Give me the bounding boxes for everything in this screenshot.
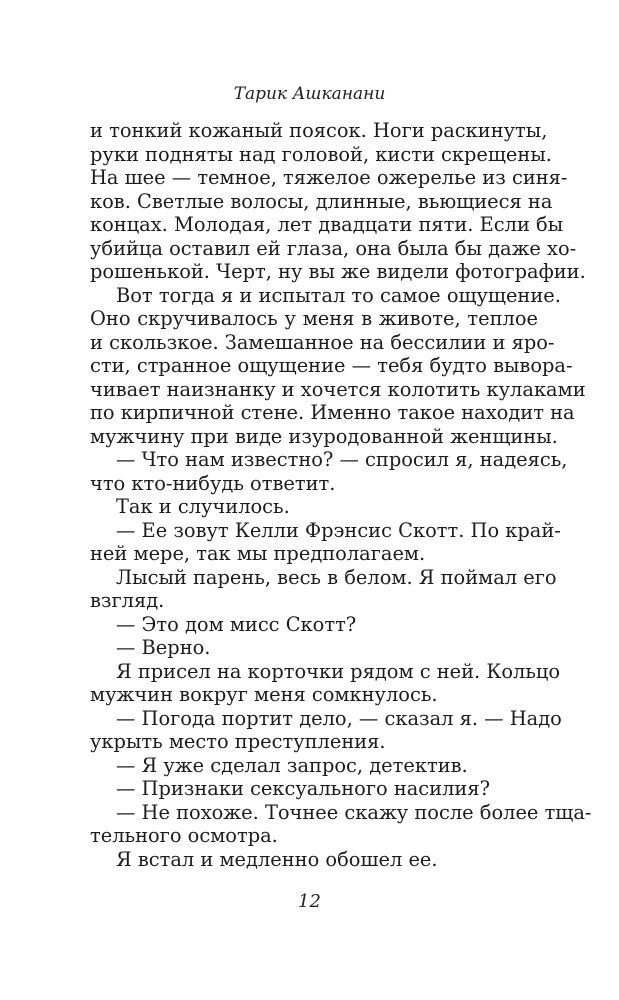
text-line: ков. Светлые волосы, длинные, вьющиеся на bbox=[90, 189, 553, 213]
text-line: — Погода портит дело, — сказал я. — Надо bbox=[116, 706, 562, 730]
text-line: мужчин вокруг меня сомкнулось. bbox=[90, 683, 438, 706]
text-line: Оно скручивалось у меня в животе, теплое bbox=[90, 307, 538, 330]
text-line: — Что нам известно? — спросил я, надеясь, bbox=[116, 448, 568, 471]
text-line: — Я уже сделал запрос, детектив. bbox=[116, 753, 468, 777]
text-line: Так и случилось. bbox=[116, 495, 290, 518]
text-line: рошенькой. Черт, ну вы же видели фотографии. bbox=[90, 260, 586, 283]
page-number: 12 bbox=[298, 891, 321, 912]
text-line: Вот тогда я и испытал то самое ощущение. bbox=[116, 283, 561, 307]
text-line: что кто-нибудь ответит. bbox=[90, 471, 336, 495]
text-line: — Это дом мисс Скотт? bbox=[116, 612, 357, 636]
text-line: чивает наизнанку и хочется колотить кулаками bbox=[90, 377, 586, 401]
text-line: взгляд. bbox=[90, 589, 165, 612]
text-line: На шее — темное, тяжелое ожерелье из синя- bbox=[90, 166, 568, 189]
text-line: — Ее зовут Келли Фрэнсис Скотт. По край- bbox=[116, 518, 561, 542]
text-line: ней мере, так мы предполагаем. bbox=[90, 542, 426, 565]
text-line: Лысый парень, весь в белом. Я поймал его bbox=[116, 565, 557, 589]
text-line: и скользкое. Замешанное на бессилии и яро- bbox=[90, 330, 555, 354]
text-line: по кирпичной стене. Именно такое находит на bbox=[90, 401, 575, 424]
text-line: Я присел на корточки рядом с ней. Кольцо bbox=[116, 659, 561, 683]
text-line: концах. Молодая, лет двадцати пяти. Если бы bbox=[90, 213, 564, 236]
text-line: укрыть место преступления. bbox=[90, 730, 386, 753]
text-line: сти, странное ощущение — тебя будто вывора- bbox=[90, 354, 573, 377]
text-line: тельного осмотра. bbox=[90, 824, 278, 847]
text-line: Я встал и медленно обошел ее. bbox=[116, 847, 438, 871]
text-line: мужчину при виде изуродованной женщины. bbox=[90, 424, 558, 448]
text-line: — Верно. bbox=[116, 636, 211, 659]
text-line: убийца оставил ей глаза, она была бы даже хо- bbox=[90, 236, 577, 260]
body-text bbox=[90, 119, 592, 871]
text-line: — Признаки сексуального насилия? bbox=[116, 777, 490, 800]
text-line: — Не похоже. Точнее скажу после более тща- bbox=[116, 800, 592, 824]
running-head: Тарик Ашканани bbox=[233, 84, 386, 104]
text-line: и тонкий кожаный поясок. Ноги раскинуты, bbox=[90, 119, 548, 142]
text-line: руки подняты над головой, кисти скрещены. bbox=[90, 142, 552, 166]
